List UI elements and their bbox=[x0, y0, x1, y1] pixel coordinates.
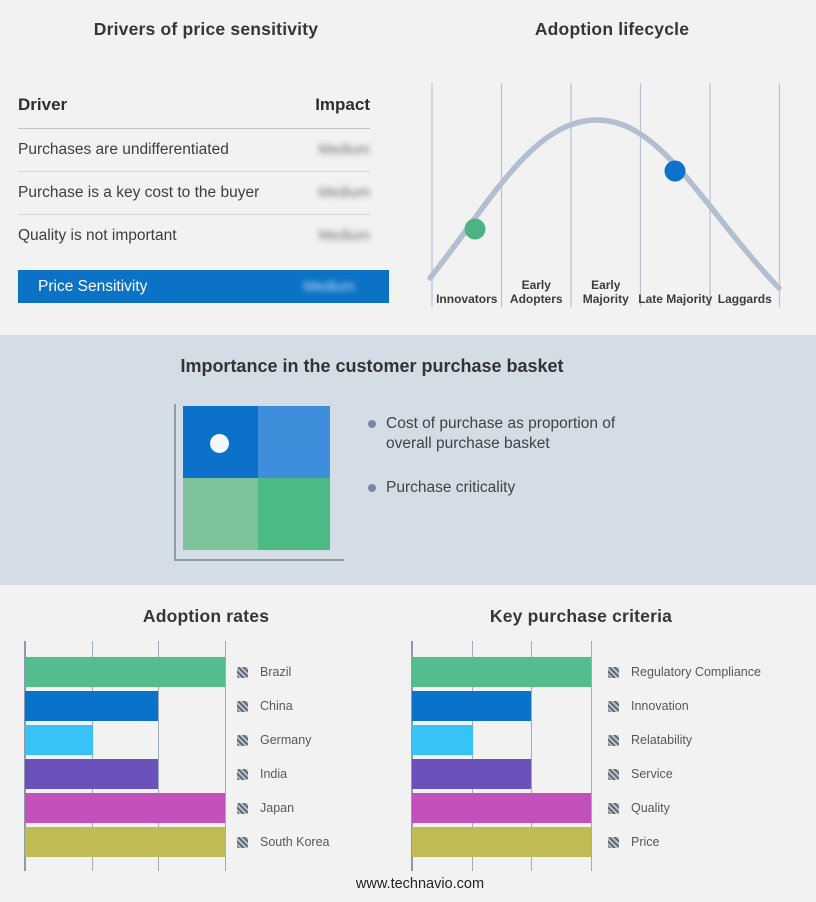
bullet-icon bbox=[368, 484, 376, 492]
legend-item bbox=[237, 733, 311, 747]
hatch-swatch-icon bbox=[608, 701, 619, 712]
column-impact: Impact bbox=[315, 95, 370, 114]
drivers-table-header bbox=[18, 95, 370, 129]
legend-item bbox=[608, 767, 673, 781]
legend-item bbox=[608, 801, 670, 815]
quadrant-bottom-left bbox=[183, 478, 258, 550]
driver-label: Purchases are undifferentiated bbox=[18, 141, 229, 158]
legend-label: India bbox=[260, 767, 288, 781]
legend-item bbox=[237, 835, 330, 849]
purchase-criteria-plot bbox=[412, 641, 591, 871]
lifecycle-stage-labels bbox=[420, 268, 792, 306]
legend-item bbox=[237, 699, 293, 713]
quadrant-top-right bbox=[258, 406, 330, 478]
hatch-swatch-icon bbox=[608, 735, 619, 746]
bullet-text: Cost of purchase as proportion of overall purchase basket bbox=[386, 415, 616, 452]
legend-item bbox=[237, 665, 291, 679]
price-sensitivity-bar bbox=[18, 270, 389, 303]
hatch-swatch-icon bbox=[237, 667, 248, 678]
drivers-title: Drivers of price sensitivity bbox=[93, 19, 319, 39]
hatch-swatch-icon bbox=[608, 667, 619, 678]
hatch-swatch-icon bbox=[608, 803, 619, 814]
purchase-criteria-legend bbox=[608, 641, 798, 871]
impact-value-blurred: Medium bbox=[318, 185, 370, 201]
legend-item bbox=[608, 665, 761, 679]
price-sensitivity-label: Price Sensitivity bbox=[38, 277, 148, 295]
stage-label: Late Majority bbox=[638, 292, 713, 306]
bell-curve bbox=[430, 120, 779, 288]
position-dot-icon bbox=[210, 434, 229, 453]
driver-label: Quality is not important bbox=[18, 227, 177, 244]
purchase-criteria-title: Key purchase criteria bbox=[489, 606, 673, 626]
legend-label: Relatability bbox=[631, 733, 693, 747]
bar-brazil bbox=[25, 657, 225, 687]
adoption-rates-title: Adoption rates bbox=[142, 606, 270, 626]
impact-value-blurred: Medium bbox=[303, 278, 355, 295]
stage-label: Laggards bbox=[717, 292, 772, 306]
legend-label: Regulatory Compliance bbox=[631, 665, 761, 679]
driver-label: Purchase is a key cost to the buyer bbox=[18, 184, 260, 201]
driver-row bbox=[18, 129, 370, 172]
lifecycle-title: Adoption lifecycle bbox=[534, 19, 690, 39]
legend-label: Price bbox=[631, 835, 660, 849]
drivers-table bbox=[18, 95, 370, 257]
hatch-swatch-icon bbox=[237, 735, 248, 746]
basket-title: Importance in the customer purchase basket bbox=[180, 356, 564, 376]
quadrant-y-axis bbox=[174, 404, 176, 561]
bar-china bbox=[25, 691, 158, 721]
legend-label: South Korea bbox=[260, 835, 330, 849]
purchase-basket-quadrant bbox=[183, 406, 330, 550]
adoption-rates-plot bbox=[25, 641, 225, 871]
impact-value-blurred: Medium bbox=[318, 228, 370, 244]
hatch-swatch-icon bbox=[608, 769, 619, 780]
legend-item bbox=[237, 801, 294, 815]
bullet-icon bbox=[368, 420, 376, 428]
legend-label: Japan bbox=[260, 801, 295, 815]
legend-label: Service bbox=[631, 767, 673, 781]
bar-india bbox=[25, 759, 158, 789]
late-adoption-marker bbox=[665, 161, 686, 182]
legend-item bbox=[608, 733, 692, 747]
early-adoption-marker bbox=[465, 219, 486, 240]
legend-label: Germany bbox=[260, 733, 312, 747]
hatch-swatch-icon bbox=[237, 701, 248, 712]
basket-bullet-list bbox=[368, 414, 638, 498]
bar-quality bbox=[412, 793, 591, 823]
driver-row bbox=[18, 172, 370, 215]
gridline bbox=[225, 641, 226, 871]
hatch-swatch-icon bbox=[237, 769, 248, 780]
legend-label: Brazil bbox=[260, 665, 292, 679]
hatch-swatch-icon bbox=[608, 837, 619, 848]
gridline bbox=[591, 641, 592, 871]
column-driver: Driver bbox=[18, 95, 68, 114]
bar-regulatory-compliance bbox=[412, 657, 591, 687]
bar-innovation bbox=[412, 691, 531, 721]
legend-label: Quality bbox=[631, 801, 670, 815]
bar-price bbox=[412, 827, 591, 857]
quadrant-bottom-right bbox=[258, 478, 330, 550]
legend-label: China bbox=[260, 699, 293, 713]
bullet-item bbox=[368, 414, 638, 454]
bullet-text: Purchase criticality bbox=[386, 479, 516, 496]
impact-value-blurred: Medium bbox=[318, 142, 370, 158]
legend-item bbox=[237, 767, 287, 781]
legend-item bbox=[608, 835, 659, 849]
driver-row bbox=[18, 215, 370, 257]
legend-label: Innovation bbox=[631, 699, 689, 713]
adoption-rates-legend bbox=[237, 641, 427, 871]
stage-label: Innovators bbox=[436, 292, 498, 306]
bar-service bbox=[412, 759, 531, 789]
stage-label: Early Adopters bbox=[509, 278, 563, 306]
hatch-swatch-icon bbox=[237, 803, 248, 814]
quadrant-x-axis bbox=[174, 559, 344, 561]
bar-japan bbox=[25, 793, 225, 823]
bar-south-korea bbox=[25, 827, 225, 857]
bullet-item bbox=[368, 478, 638, 498]
quadrant-top-left bbox=[183, 406, 258, 478]
hatch-swatch-icon bbox=[237, 837, 248, 848]
drivers-table-rows bbox=[18, 129, 370, 257]
bar-germany bbox=[25, 725, 93, 755]
bar-relatability bbox=[412, 725, 473, 755]
stage-label: Early Majority bbox=[582, 278, 629, 306]
legend-item bbox=[608, 699, 689, 713]
website-footer: www.technavio.com bbox=[355, 876, 485, 892]
